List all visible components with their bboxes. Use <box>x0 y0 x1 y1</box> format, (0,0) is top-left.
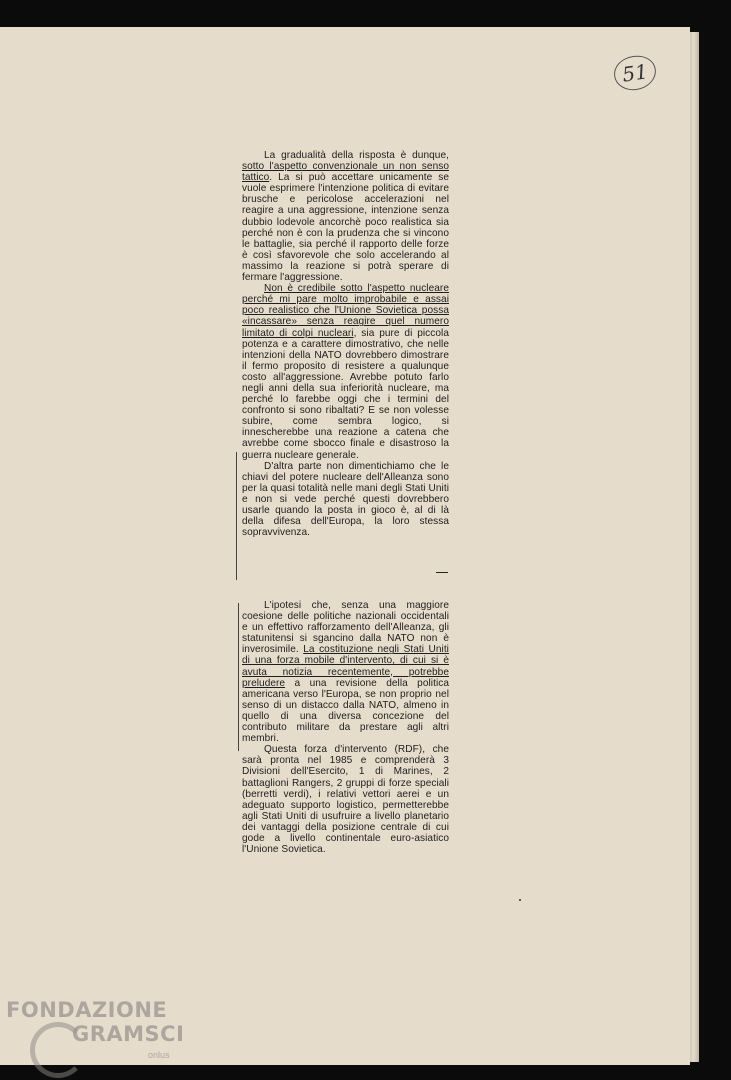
underlined-passage: La costituzione negli Stati Uniti di una forza mobile d'intervento, di cui si è avuta notizia recentemente, potrebbe preludere <box>242 644 449 689</box>
paragraph <box>242 600 449 744</box>
text-section-2 <box>242 600 449 855</box>
text-run: D'altra parte non dimentichiamo che le chiavi del potere nucleare dell'Alleanza sono per la quasi totalità nelle mani degli Stati Uniti e non si vede perché questi dovrebbero usarle quando la posta in gioco è, al di là della difesa dell'Europa, la loro stessa sopravvivenza. <box>242 460 449 539</box>
section-end-dash <box>436 572 448 573</box>
text-run: . La si può accettare unicamente se vuole esprimere l'intenzione politica di evitare brusche e pericolose accelerazioni nel reagire a una aggressione, intenzione senza dubbio lodevole ancorchè poco realistica sia perché non è con la prudenza che si vincono le battaglie, sia perché il rapporto delle forze è così sfavorevole che solo accelerando al massimo la reazione si potrà sperare di fermare l'aggressione. <box>242 172 449 284</box>
text-run: L'ipotesi che, senza una maggiore coesione delle politiche nazionali occidentali e un effettivo rafforzamento dell'Alleanza, gli statunitensi si sgancino dalla NATO non è inverosimile. <box>242 600 449 656</box>
paragraph <box>242 461 449 539</box>
watermark-logo <box>6 998 184 1046</box>
text-run: , sia pure di piccola potenza e a carattere dimostrativo, che nelle intenzioni della NATO dovrebbero dimostrare il fermo proposito di resistere a qualunque costo all'aggressione. Avrebbe potuto farlo negli anni della sua inferiorità nucleare, ma perché lo farebbe oggi che i termini del confronto si sono ribaltati? E se non volesse subire, come sembra logico, si innescherebbe una reazione a catena che avrebbe come sbocco finale e disastroso la guerra nucleare generale. <box>242 327 449 461</box>
underlined-passage: sotto l'aspetto convenzionale un non senso tattico <box>242 161 449 184</box>
page-stack-edge <box>690 32 699 1062</box>
text-run: La gradualità della risposta è dunque, <box>264 150 449 161</box>
paragraph <box>242 150 449 283</box>
watermark-line2: GRAMSCI <box>72 1022 185 1046</box>
text-run: Questa forza d'intervento (RDF), che sarà pronta nel 1985 e comprenderà 3 Divisioni dell'Esercito, 1 di Marines, 2 battaglioni Rangers, 2 gruppi di forze speciali (berretti verdi), i relativi vettori aerei e un adeguato supporto logistico, permetterebbe agli Stati Uniti di usufruire a livello planetario dei vantaggi della posizione centrale di cui gode a livello continentale euro-asiatico l'Unione Sovietica. <box>242 744 449 856</box>
underlined-passage: Non è credibile sotto l'aspetto nucleare perché mi pare molto improbabile e assai poco realistico che l'Unione Sovietica possa «incassare» senza reagire quel numero limitato di colpi nucleari <box>242 283 449 339</box>
text-run: a una revisione della politica americana verso l'Europa, se non proprio nel senso di un distacco dalla NATO, almeno in quello di una diversa concezione del contributo militare da prestare agli altri membri. <box>242 677 449 745</box>
paragraph <box>242 283 449 461</box>
paragraph <box>242 744 449 855</box>
handwritten-page-number: 51 <box>612 53 658 93</box>
ink-dot <box>519 899 521 901</box>
margin-mark-left-2 <box>238 603 239 751</box>
watermark-suffix: onlus <box>148 1050 170 1060</box>
margin-mark-left <box>236 452 237 580</box>
watermark-line1: FONDAZIONE <box>6 998 168 1022</box>
text-section-1 <box>242 150 449 538</box>
